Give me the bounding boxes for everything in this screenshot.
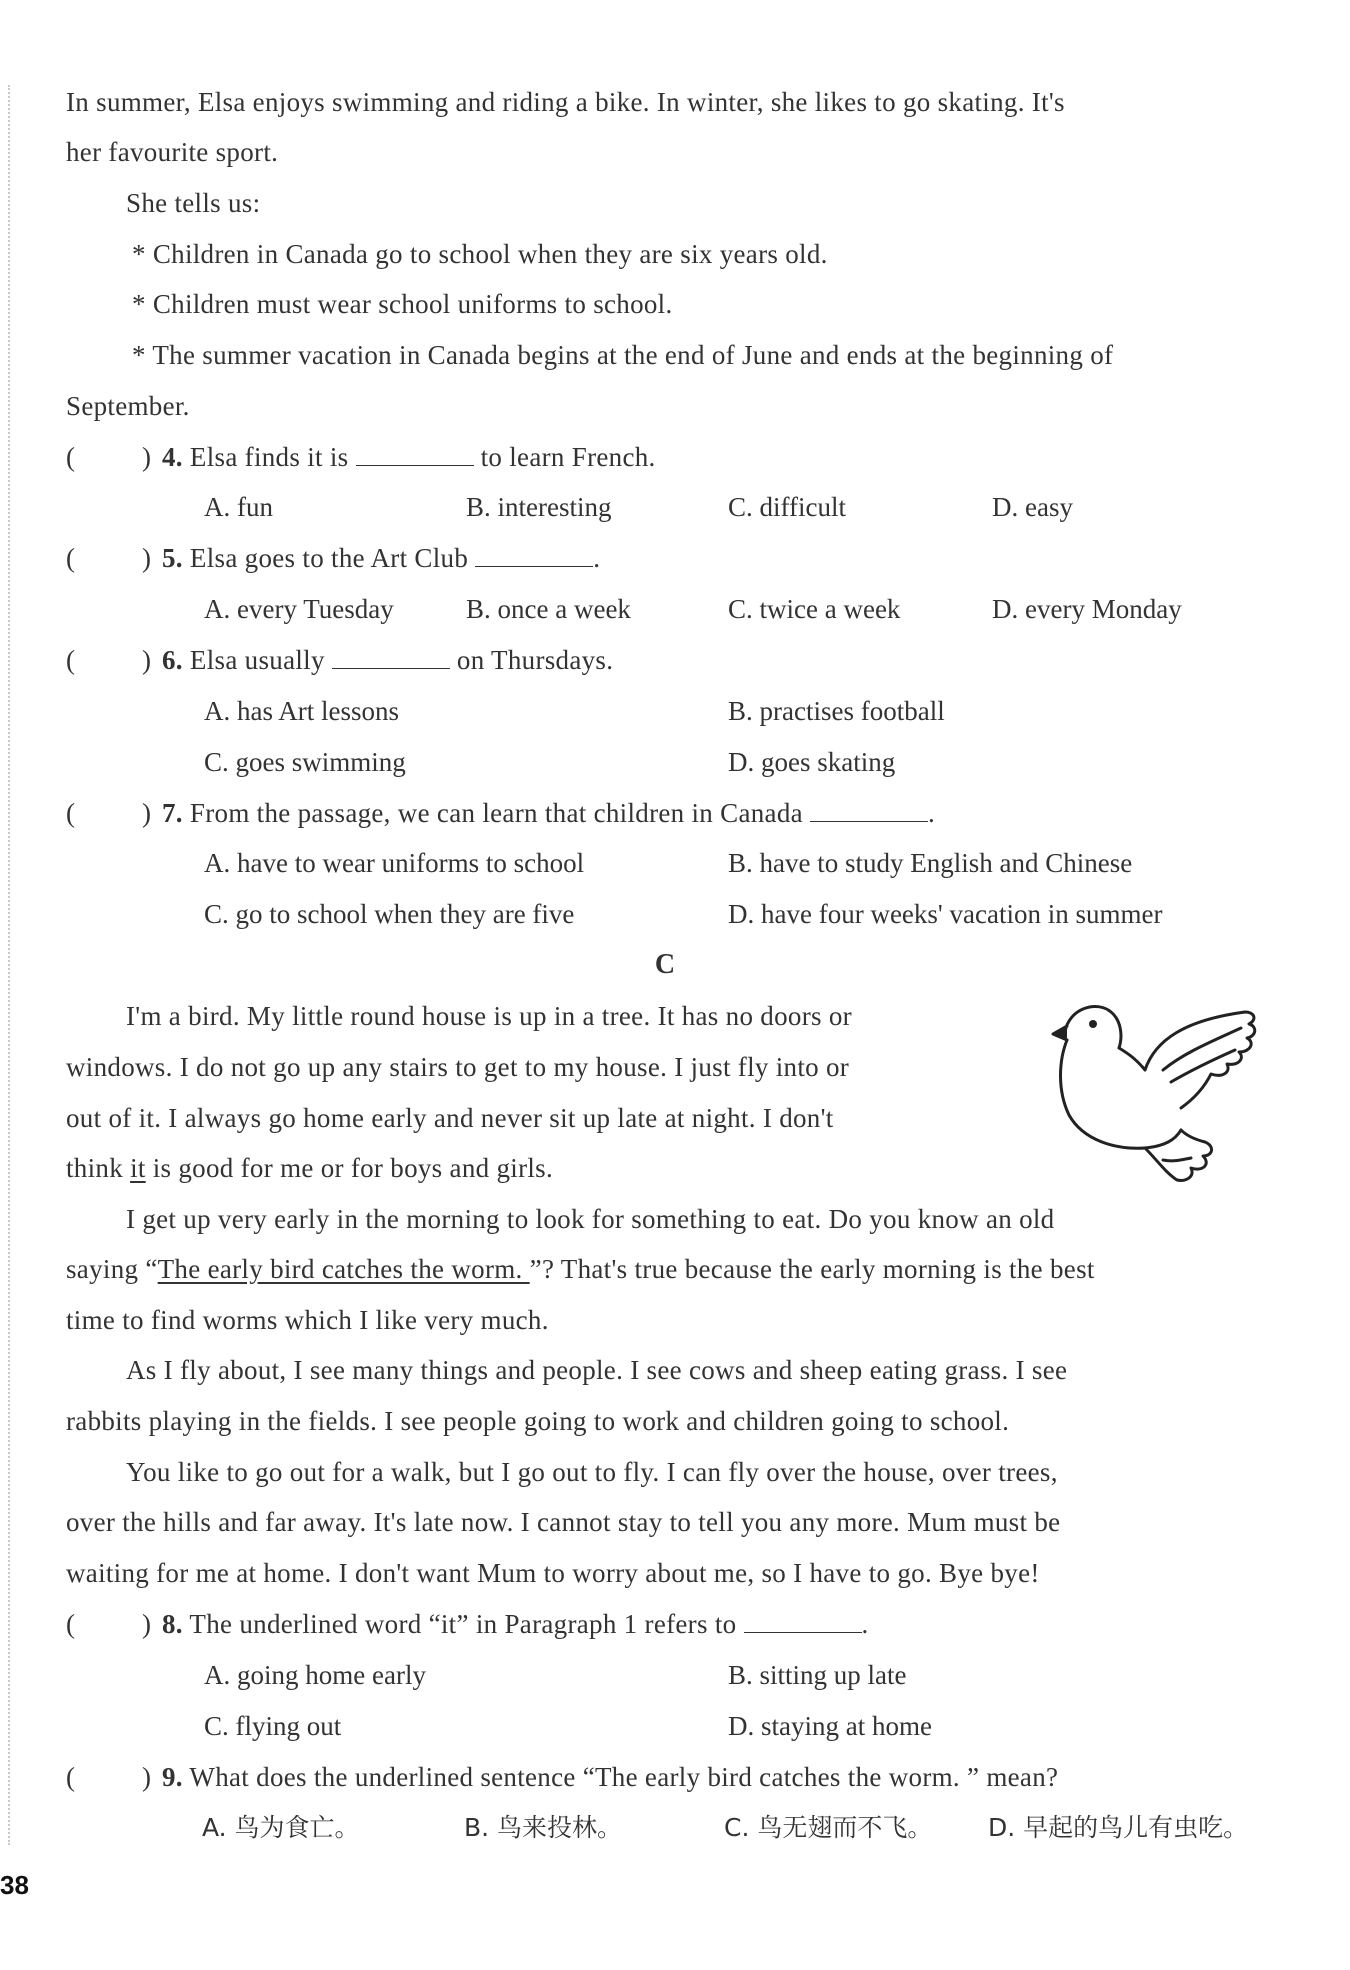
question-7 (162, 795, 935, 831)
passage-line: You like to go out for a walk, but I go out to fly. I can fly over the house, over trees, (126, 1457, 1058, 1487)
answer-paren-close: ) (142, 442, 151, 472)
option-a[interactable]: A. have to wear uniforms to school (204, 848, 585, 878)
question-text: Elsa finds it is (189, 442, 349, 472)
question-text: From the passage, we can learn that children in Canada (189, 798, 803, 828)
question-text: . (861, 1609, 869, 1639)
option-b[interactable]: B. once a week (466, 594, 631, 624)
underlined-sentence: The early bird catches the worm. (157, 1254, 530, 1284)
option-b[interactable]: B. sitting up late (728, 1660, 907, 1690)
option-c[interactable]: C. twice a week (728, 594, 901, 624)
option-c[interactable]: C. goes swimming (204, 747, 406, 777)
answer-paren-close: ) (142, 1609, 151, 1639)
text: saying “ (66, 1254, 158, 1284)
question-text: Elsa goes to the Art Club (189, 543, 469, 573)
question-number: 9. (162, 1762, 183, 1792)
question-number: 6. (162, 645, 183, 675)
answer-paren-open: ( (66, 442, 75, 472)
answer-paren-close: ) (142, 645, 151, 675)
answer-paren-open: ( (66, 1762, 75, 1792)
question-text: What does the underlined sentence “The early bird catches the worm. ” mean? (189, 1762, 1059, 1792)
option-c[interactable]: C. go to school when they are five (204, 899, 575, 929)
option-b[interactable]: B. have to study English and Chinese (728, 848, 1133, 878)
option-b[interactable]: B. practises football (728, 696, 945, 726)
question-number: 8. (162, 1609, 183, 1639)
bullet-item: * Children must wear school uniforms to school. (132, 289, 673, 319)
text: ”? That's true because the early morning is the best (529, 1254, 1095, 1284)
answer-paren-close: ) (142, 798, 151, 828)
passage-line: her favourite sport. (66, 137, 279, 167)
question-number: 7. (162, 798, 183, 828)
option-d[interactable]: D. every Monday (992, 594, 1182, 624)
option-d[interactable]: D. goes skating (728, 747, 896, 777)
section-heading: C (654, 949, 676, 980)
option-b[interactable]: B. 鸟来投林。 (464, 1813, 623, 1842)
text: is good for me or for boys and girls. (145, 1153, 554, 1183)
passage-line: over the hills and far away. It's late now. I cannot stay to tell you any more. Mum must be (66, 1507, 1061, 1537)
answer-paren-close: ) (142, 543, 151, 573)
passage-line: I get up very early in the morning to look for something to eat. Do you know an old (126, 1204, 1055, 1234)
option-a[interactable]: A. going home early (204, 1660, 426, 1690)
option-d[interactable]: D. staying at home (728, 1711, 932, 1741)
answer-paren-open: ( (66, 645, 75, 675)
question-text: The underlined word “it” in Paragraph 1 refers to (189, 1609, 737, 1639)
answer-paren-close: ) (142, 1762, 151, 1792)
passage-line: windows. I do not go up any stairs to get to my house. I just fly into or (66, 1052, 850, 1082)
option-d[interactable]: D. have four weeks' vacation in summer (728, 899, 1163, 929)
question-6 (162, 642, 613, 678)
answer-paren-open: ( (66, 543, 75, 573)
question-text: . (927, 798, 936, 828)
passage-line: out of it. I always go home early and never sit up late at night. I don't (66, 1103, 834, 1133)
passage-line: I'm a bird. My little round house is up in a tree. It has no doors or (126, 1001, 852, 1031)
option-d[interactable]: D. 早起的鸟儿有虫吃。 (988, 1813, 1249, 1842)
option-a[interactable]: A. has Art lessons (204, 696, 399, 726)
option-a[interactable]: A. fun (204, 492, 273, 522)
text: think (66, 1153, 131, 1183)
question-5 (162, 540, 600, 576)
passage-line: waiting for me at home. I don't want Mum to worry about me, so I have to go. Bye bye! (66, 1558, 1040, 1588)
underlined-word: it (130, 1153, 146, 1183)
passage-line: In summer, Elsa enjoys swimming and riding a bike. In winter, she likes to go skating. It's (66, 87, 1065, 117)
question-text: . (593, 543, 601, 573)
answer-blank[interactable] (332, 644, 450, 669)
answer-paren-open: ( (66, 1609, 75, 1639)
answer-blank[interactable] (356, 441, 474, 466)
passage-line: September. (66, 391, 190, 421)
question-9 (162, 1759, 1058, 1795)
question-text: to learn French. (480, 442, 656, 472)
answer-blank[interactable] (810, 797, 928, 822)
passage-line (66, 1150, 553, 1186)
passage-line: time to find worms which I like very much. (66, 1305, 549, 1335)
passage-line: As I fly about, I see many things and people. I see cows and sheep eating grass. I see (126, 1355, 1068, 1385)
option-b[interactable]: B. interesting (466, 492, 612, 522)
bird-eye (1089, 1020, 1097, 1028)
bullet-item: * Children in Canada go to school when they are six years old. (132, 239, 828, 269)
question-8 (162, 1606, 869, 1642)
passage-line: rabbits playing in the fields. I see people going to work and children going to school. (66, 1406, 1010, 1436)
passage-line: She tells us: (126, 188, 261, 218)
question-text: on Thursdays. (456, 645, 614, 675)
bullet-item: * The summer vacation in Canada begins at the end of June and ends at the beginning of (132, 340, 1114, 370)
answer-paren-open: ( (66, 798, 75, 828)
question-4 (162, 439, 656, 475)
option-c[interactable]: C. flying out (204, 1711, 342, 1741)
option-c[interactable]: C. difficult (728, 492, 846, 522)
answer-blank[interactable] (475, 542, 593, 567)
question-text: Elsa usually (189, 645, 325, 675)
question-number: 4. (162, 442, 183, 472)
option-a[interactable]: A. 鸟为食亡。 (202, 1813, 360, 1842)
option-c[interactable]: C. 鸟无翅而不飞。 (724, 1813, 933, 1842)
answer-blank[interactable] (744, 1608, 862, 1633)
page-number: 38 (0, 1870, 29, 1900)
question-number: 5. (162, 543, 183, 573)
passage-line (66, 1251, 1095, 1287)
option-d[interactable]: D. easy (992, 492, 1073, 522)
bird-illustration (1045, 990, 1260, 1190)
option-a[interactable]: A. every Tuesday (204, 594, 394, 624)
